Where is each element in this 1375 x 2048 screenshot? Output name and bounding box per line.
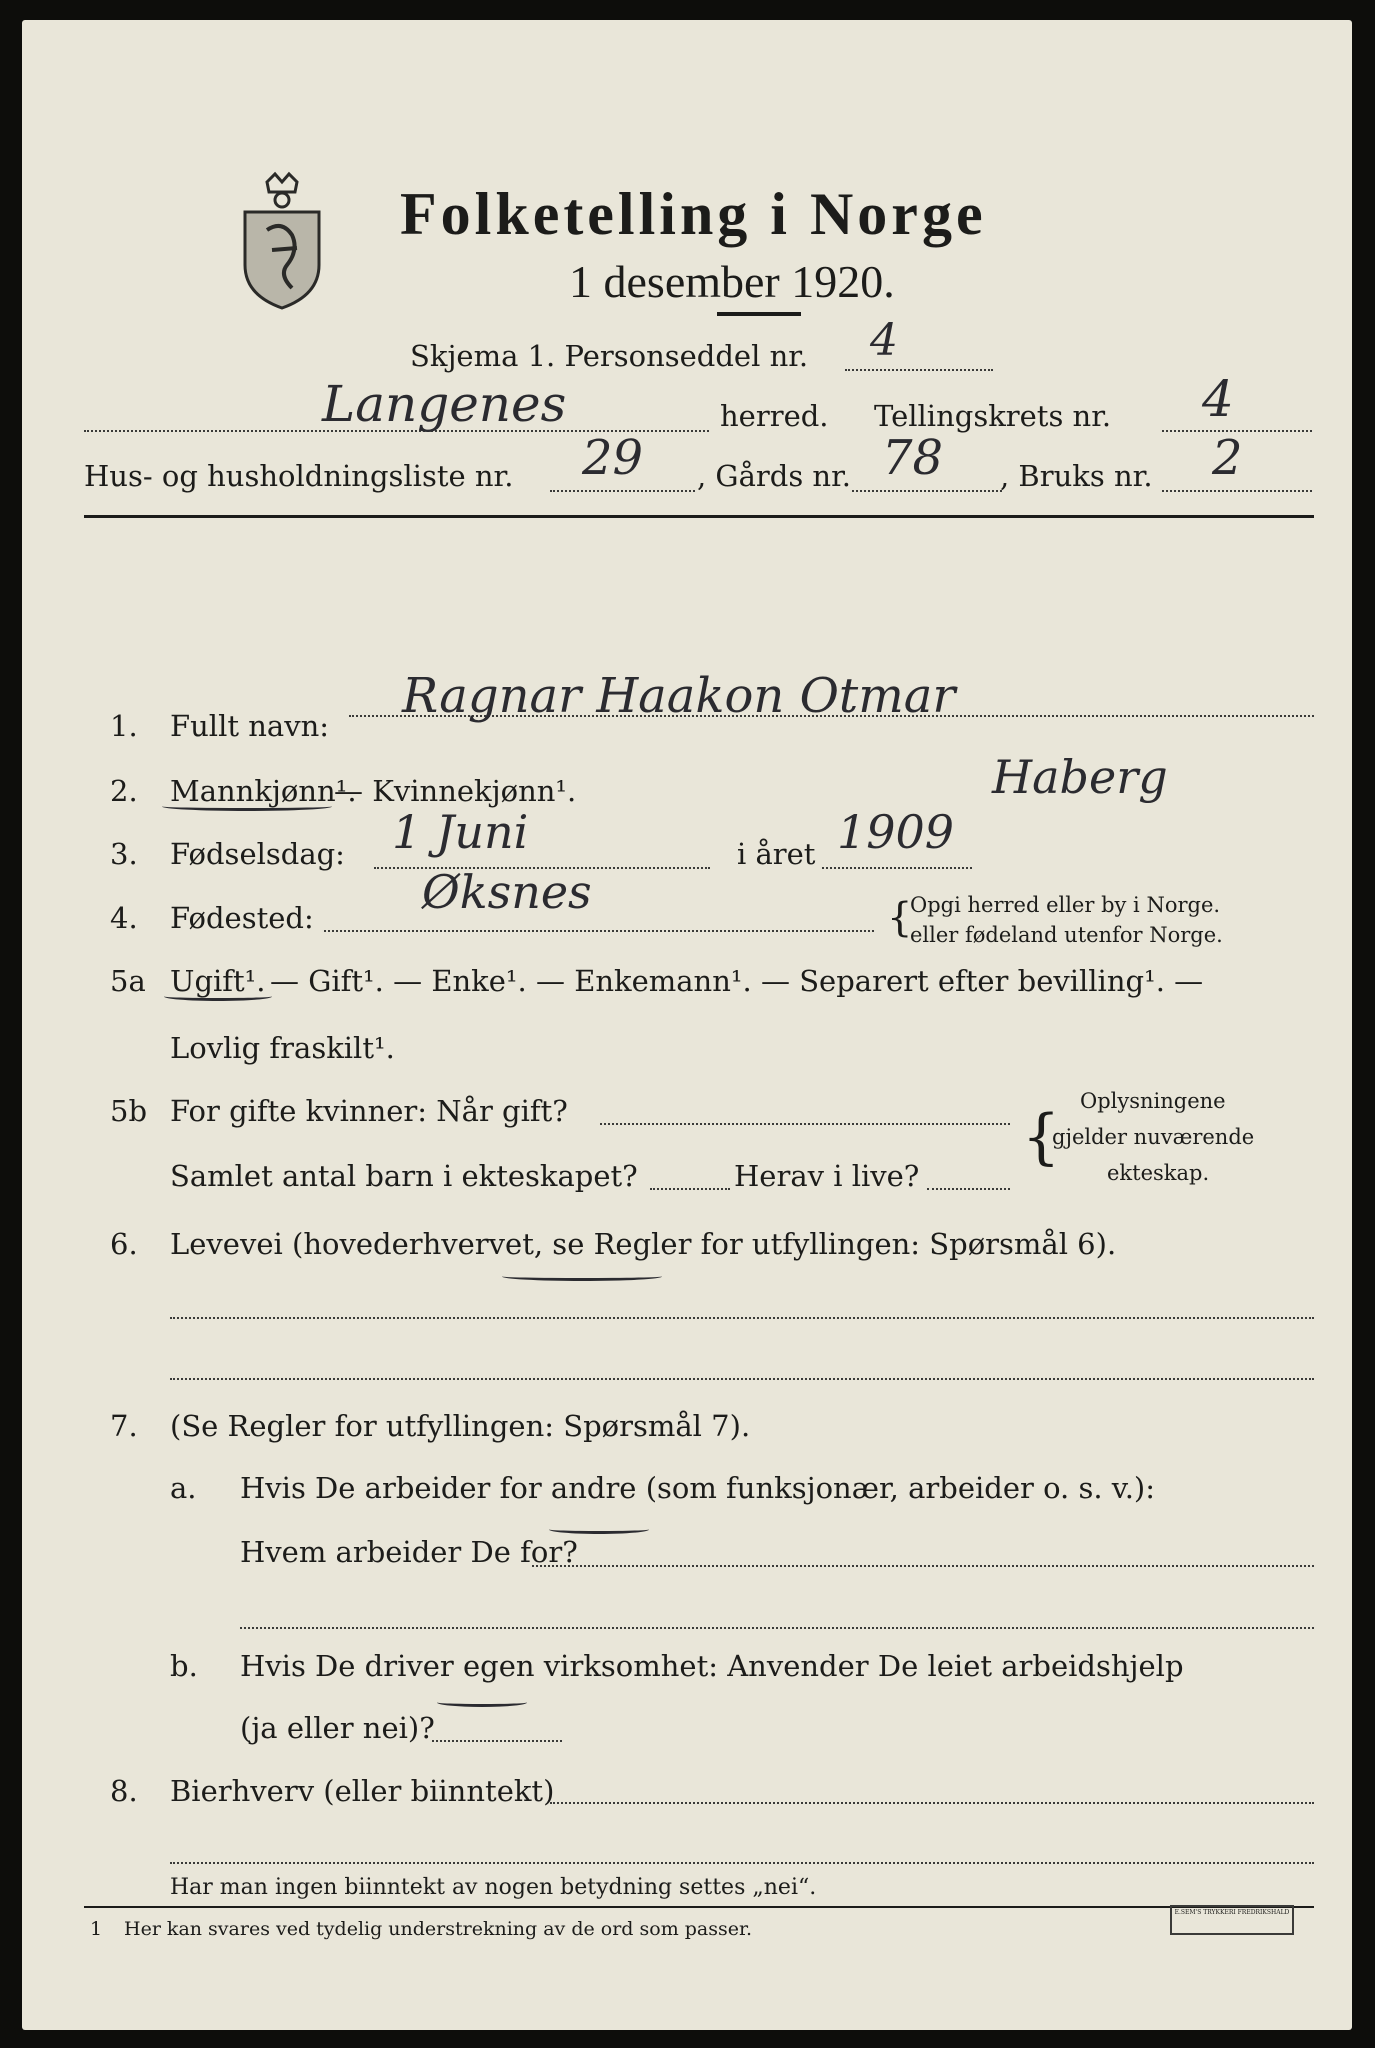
footnote-text: Her kan svares ved tydelig understrekning av de ord som passer. <box>124 1918 753 1940</box>
skjema-value: 4 <box>870 315 898 366</box>
q5a-number: 5a <box>110 964 146 998</box>
q7b-line <box>432 1740 562 1742</box>
skjema-line <box>845 369 993 371</box>
q3-year-value: 1909 <box>837 805 955 859</box>
page-title: Folketelling i Norge <box>400 181 987 247</box>
footnote-mark: 1 <box>90 1918 103 1940</box>
q5b-note-3: ekteskap. <box>1107 1161 1210 1185</box>
biinntekt-note: Har man ingen biinntekt av nogen betydning settes „nei“. <box>170 1875 817 1900</box>
q3-year-label: i året <box>737 837 816 871</box>
q5a-option-ugift: Ugift¹. <box>170 964 266 998</box>
footer-rule <box>84 1906 1314 1908</box>
q5b-line-2 <box>650 1188 730 1190</box>
q3-value: 1 Juni <box>392 805 529 859</box>
q5a-option-fraskilt: Lovlig fraskilt¹. <box>170 1031 395 1065</box>
tellingskrets-label: Tellingskrets nr. <box>874 399 1112 433</box>
q5b-line-3 <box>927 1188 1010 1190</box>
q4-label: Fødested: <box>170 901 314 935</box>
q4-note-2: eller fødeland utenfor Norge. <box>910 923 1223 947</box>
q7a-dash-mark <box>549 1525 649 1534</box>
q5b-label-naar-gift: For gifte kvinner: Når gift? <box>170 1094 568 1128</box>
q4-brace: { <box>887 895 913 941</box>
coat-of-arms-icon <box>237 170 327 310</box>
q8-line-1 <box>550 1802 1314 1804</box>
skjema-label: Skjema 1. Personseddel nr. <box>410 339 809 373</box>
q7-label: (Se Regler for utfyllingen: Spørsmål 7). <box>170 1409 751 1443</box>
q5b-note-1: Oplysningene <box>1080 1089 1226 1113</box>
hus-line <box>550 490 695 492</box>
q5b-label-barn: Samlet antal barn i ekteskapet? <box>170 1159 638 1193</box>
q4-value: Øksnes <box>422 865 592 919</box>
herred-value: Langenes <box>322 375 567 433</box>
q1-value-surname: Haberg <box>992 750 1168 804</box>
q6-line-2 <box>170 1378 1314 1380</box>
gards-line <box>852 490 1002 492</box>
q6-number: 6. <box>110 1227 138 1261</box>
q5b-number: 5b <box>110 1094 148 1128</box>
q2-option-female: — Kvinnekjønn¹. <box>334 774 577 808</box>
q4-number: 4. <box>110 901 138 935</box>
q7b-letter: b. <box>170 1649 198 1683</box>
q5b-label-live: Herav i live? <box>734 1159 920 1193</box>
q7a-line-2 <box>240 1627 1314 1629</box>
q5b-brace: { <box>1022 1102 1061 1172</box>
q7-number: 7. <box>110 1409 138 1443</box>
hus-value: 29 <box>582 430 644 486</box>
herred-label: herred. <box>720 399 829 433</box>
q3-year-line <box>822 867 972 869</box>
q5b-note-2: gjelder nuværende <box>1052 1125 1255 1149</box>
q4-note-1: Opgi herred eller by i Norge. <box>910 893 1221 917</box>
printer-stamp: E.SEM'S TRYKKERI FREDRIKSHALD <box>1170 1905 1294 1935</box>
q8-label: Bierhverv (eller biinntekt) <box>170 1774 555 1808</box>
q6-dash-mark <box>502 1272 662 1281</box>
hus-label: Hus- og husholdningsliste nr. <box>84 459 514 493</box>
tellingskrets-value: 4 <box>1202 370 1234 428</box>
q2-number: 2. <box>110 774 138 808</box>
census-date: 1 desember 1920. <box>569 256 895 307</box>
q5a-underline-mark <box>164 992 272 1001</box>
q5a-options: — Gift¹. — Enke¹. — Enkemann¹. — Separert efter bevilling¹. — <box>270 964 1204 998</box>
title-divider <box>717 312 801 316</box>
bruks-line <box>1162 490 1312 492</box>
gards-label: , Gårds nr. <box>697 459 851 493</box>
header-rule <box>84 515 1314 518</box>
q8-line-2 <box>170 1862 1314 1864</box>
q7b-text-2: (ja eller nei)? <box>240 1711 435 1745</box>
q7a-letter: a. <box>170 1471 197 1505</box>
q7a-line-1 <box>532 1565 1314 1567</box>
q4-line <box>324 930 874 932</box>
q7b-dash-mark <box>437 1698 527 1707</box>
q7b-text: Hvis De driver egen virksomhet: Anvender De leiet arbeidshjelp <box>240 1649 1184 1683</box>
q2-underline-mark <box>162 802 332 811</box>
q7a-text: Hvis De arbeider for andre (som funksjonær, arbeider o. s. v.): <box>240 1471 1156 1505</box>
q6-label: Levevei (hovederhvervet, se Regler for utfyllingen: Spørsmål 6). <box>170 1227 1117 1261</box>
q3-label: Fødselsdag: <box>170 837 345 871</box>
q8-number: 8. <box>110 1774 138 1808</box>
q3-number: 3. <box>110 837 138 871</box>
q1-label: Fullt navn: <box>170 709 330 743</box>
bruks-value: 2 <box>1212 430 1243 486</box>
q5b-line-1 <box>600 1123 1010 1125</box>
bruks-label: , Bruks nr. <box>1000 459 1153 493</box>
q6-line-1 <box>170 1317 1314 1319</box>
q1-number: 1. <box>110 709 138 743</box>
q1-value: Ragnar Haakon Otmar <box>402 668 956 724</box>
q2-option-male: Mannkjønn¹. <box>170 774 357 808</box>
q7a-text-2: Hvem arbeider De for? <box>240 1535 578 1569</box>
gards-value: 78 <box>882 430 944 486</box>
census-form-page <box>22 20 1352 2030</box>
